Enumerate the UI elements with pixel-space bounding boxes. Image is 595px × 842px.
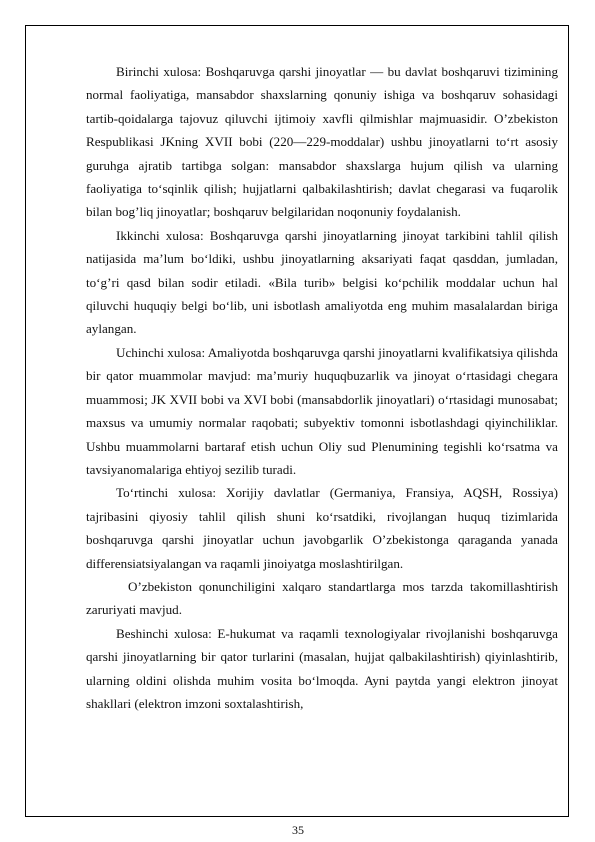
paragraph-conclusion-5: Beshinchi xulosa: E-hukumat va raqamli texnologiyalar rivojlanishi boshqaruvga qarshi jinoyatlarning bir qator turlarini (masalan, hujjat qalbakilashtirish) qiyinlashtirib, ularning oldini olishda muhim vosita bo‘lmoqda. Ayni paytda yangi elektron jinoyat shakllari (elektron imzoni soxtalashtirish, [86, 625, 558, 711]
body-text [86, 60, 558, 715]
paragraph-conclusion-2: Ikkinchi xulosa: Boshqaruvga qarshi jinoyatlarning jinoyat tarkibini tahlil qilish natijasida ma’lum bo‘ldiki, ushbu jinoyatlarning aksariyati faqat qasddan, jumladan, to‘g’ri qasd bilan sodir etiladi. «Bila turib» belgisi ko‘pchilik moddalar uchun hal qiluvchi huquqiy belgi bo‘lib, uni isbotlash amaliyotda eng muhim masalalardan biriga aylangan. [86, 227, 558, 337]
paragraph-legislation-note: O’zbekiston qonunchiligini xalqaro standartlarga mos tarzda takomillashtirish zaruriyati mavjud. [86, 578, 558, 618]
document-page [25, 25, 569, 837]
paragraph-conclusion-1: Birinchi xulosa: Boshqaruvga qarshi jinoyatlar — bu davlat boshqaruvi tizimining normal faoliyatiga, mansabdor shaxslarning qonuniy ishiga va boshqaruv sohasidagi tartib-qoidalarga tajovuz qiluvchi ijtimoiy xavfli qilmishlar majmuasidir. O’zbekiston Respublikasi JKning XVII bobi (220—229-moddalar) ushbu jinoyatlarni to‘rt asosiy guruhga ajratib tartibga solgan: mansabdor shaxslarga hujum qilish va ularning faoliyatiga to‘sqinlik qilish; hujjatlarni qalbakilashtirish; davlat chegarasi va fuqarolik bilan bog’liq jinoyatlar; boshqaruv belgilaridan noqonuniy foydalanish. [86, 64, 558, 220]
paragraph-conclusion-4: To‘rtinchi xulosa: Xorijiy davlatlar (Germaniya, Fransiya, AQSH, Rossiya) tajribasini qiyosiy tahlil qilish shuni ko‘rsatdiki, rivojlangan huquq tizimlarida boshqaruvga qarshi jinoyatlar uchun javobgarlik O’zbekistonga qaraganda yanada differensiatsiyalangan va raqamli jinoiyatga moslashtirilgan. [86, 485, 558, 571]
page-number: 35 [292, 823, 304, 837]
paragraph-conclusion-3: Uchinchi xulosa: Amaliyotda boshqaruvga qarshi jinoyatlarni kvalifikatsiya qilishda bir qator muammolar mavjud: ma’muriy huquqbuzarlik va jinoyat o‘rtasidagi chegara muammosi; JK XVII bobi va XVI bobi (mansabdorlik jinoyatlari) o‘rtasidagi munosabat; maxsus va umumiy normalar raqobati; subyektiv tomonni isbotlashdagi qiyinchiliklar. Ushbu muammolarni bartaraf etish uchun Oliy sud Plenumining tegishli ko‘rsatma va tavsiyanomalariga ehtiyoj sezilib turadi. [86, 344, 558, 477]
